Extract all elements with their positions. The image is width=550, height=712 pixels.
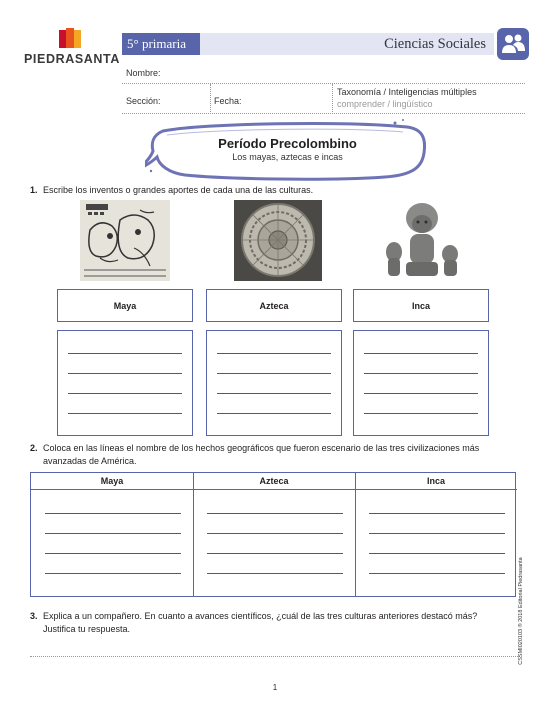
answer-line[interactable]: [217, 373, 331, 374]
taxonomy-label: Taxonomía / Inteligencias múltiples: [337, 87, 477, 97]
answer-line[interactable]: [217, 393, 331, 394]
answer-box-inca[interactable]: [353, 330, 489, 436]
publisher-logo: [24, 28, 120, 68]
answer-box-azteca[interactable]: [206, 330, 342, 436]
question-number: 3.: [30, 611, 38, 621]
inca-ceramic-figures-image: [376, 200, 466, 281]
answer-line[interactable]: [207, 533, 343, 534]
question-number: 2.: [30, 443, 38, 453]
logo-text: PIEDRASANTA: [24, 52, 120, 66]
answer-line[interactable]: [68, 393, 182, 394]
grade-label: 5° primaria: [122, 33, 200, 55]
answer-line[interactable]: [68, 413, 182, 414]
question-number: 1.: [30, 185, 38, 195]
answer-line[interactable]: [364, 393, 478, 394]
answer-line[interactable]: [45, 553, 181, 554]
culture-label-inca: Inca: [353, 289, 489, 322]
divider: [210, 84, 211, 114]
culture-label-azteca: Azteca: [206, 289, 342, 322]
worksheet-subtitle: Los mayas, aztecas e incas: [232, 152, 343, 162]
side-code: CSSMI020103 ® 2018 Editorial Piedrasanta: [518, 557, 524, 665]
question-text: Escribe los inventos o grandes aportes de cada una de las culturas.: [43, 185, 314, 195]
name-label: Nombre:: [126, 68, 161, 78]
table-header-inca: Inca: [355, 473, 517, 490]
table-column-divider: [355, 473, 356, 596]
taxonomy-values: comprender / lingüístico: [337, 99, 433, 109]
answer-line[interactable]: [68, 353, 182, 354]
answer-line[interactable]: [364, 413, 478, 414]
people-icon: [497, 28, 529, 60]
worksheet-title: Período Precolombino: [218, 136, 357, 151]
answer-line[interactable]: [369, 553, 505, 554]
table-column-divider: [193, 473, 194, 596]
answer-line[interactable]: [217, 413, 331, 414]
answer-line[interactable]: [45, 513, 181, 514]
question-3: [30, 610, 510, 636]
section-date-row: [122, 84, 525, 114]
question-text: Coloca en las líneas el nombre de los hechos geográficos que fueron escenario de las tres civilizaciones más avanzadas de América.: [43, 443, 480, 466]
answer-line[interactable]: [68, 373, 182, 374]
table-header-maya: Maya: [31, 473, 193, 490]
bottom-divider: [30, 656, 520, 657]
answer-line[interactable]: [207, 553, 343, 554]
maya-codex-image: [80, 200, 170, 281]
aztec-calendar-stone-image: [234, 200, 322, 281]
table-header-azteca: Azteca: [193, 473, 355, 490]
geography-table: [30, 472, 516, 597]
book-logo-icon: [58, 28, 82, 50]
question-1: [30, 184, 510, 197]
question-text: Explica a un compañero. En cuanto a avances científicos, ¿cuál de las tres culturas anteriores destacó más? Justifica tu respuesta.: [43, 611, 478, 634]
answer-line[interactable]: [369, 533, 505, 534]
answer-line[interactable]: [364, 373, 478, 374]
answer-line[interactable]: [217, 353, 331, 354]
page-number: 1: [272, 683, 278, 692]
section-label: Sección:: [126, 96, 161, 106]
question-2: [30, 442, 510, 468]
answer-line[interactable]: [45, 533, 181, 534]
name-row: [122, 58, 525, 84]
grade-subject-bar: [122, 33, 494, 55]
answer-box-maya[interactable]: [57, 330, 193, 436]
culture-label-maya: Maya: [57, 289, 193, 322]
answer-line[interactable]: [369, 513, 505, 514]
answer-line[interactable]: [364, 353, 478, 354]
answer-line[interactable]: [45, 573, 181, 574]
date-label: Fecha:: [214, 96, 242, 106]
subject-label: Ciencias Sociales: [384, 36, 486, 52]
answer-line[interactable]: [207, 573, 343, 574]
answer-line[interactable]: [207, 513, 343, 514]
divider: [332, 84, 333, 114]
answer-line[interactable]: [369, 573, 505, 574]
